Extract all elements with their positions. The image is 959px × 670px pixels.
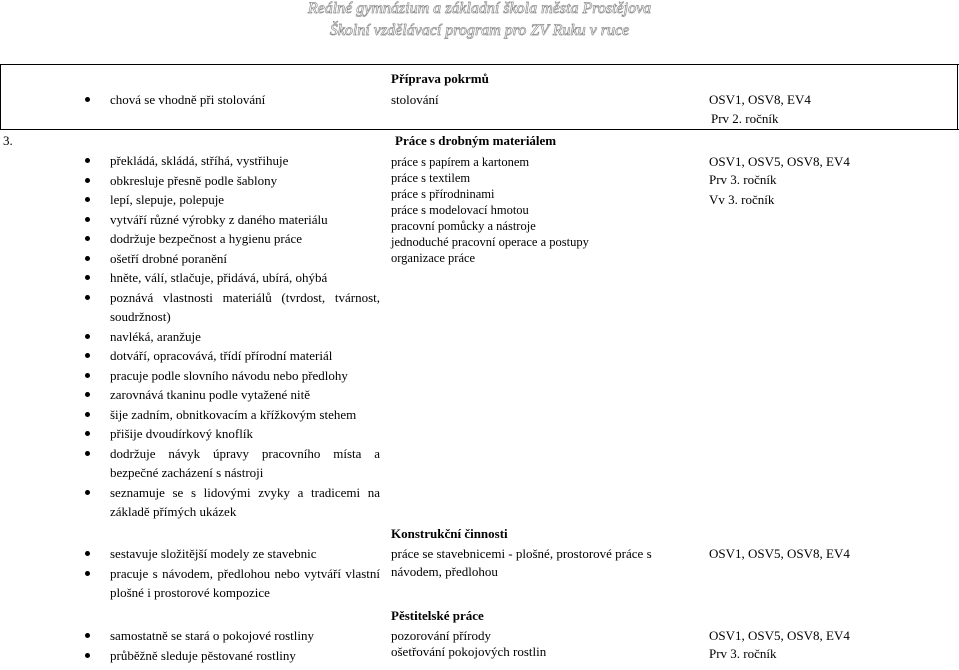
growing-outcomes — [82, 626, 380, 665]
bullet-icon — [85, 551, 90, 556]
list-item: samostatně se stará o pokojové rostliny — [82, 626, 380, 646]
section-title-growing: Pěstitelské práce — [391, 608, 484, 623]
bullet-icon — [85, 178, 90, 183]
construction-topic-1: práce se stavebnicemi - plošné, prostorové práce s — [391, 546, 652, 561]
list-item: zarovnává tkaninu podle vytažené nitě — [82, 385, 380, 405]
bullet-icon — [85, 236, 90, 241]
school-name-header: Reálné gymnázium a základní škola města Prostějova — [307, 0, 652, 17]
food-topic: stolování — [391, 92, 439, 107]
bullet-icon — [85, 633, 90, 638]
food-outcomes — [82, 90, 265, 110]
row-divider — [0, 129, 959, 130]
construction-topic-2: návodem, předlohou — [391, 564, 498, 579]
bullet-icon — [85, 490, 90, 495]
bullet-icon — [85, 97, 90, 102]
table-border-right — [957, 64, 958, 130]
list-item: dodržuje bezpečnost a hygienu práce — [82, 229, 380, 249]
bullet-icon — [85, 451, 90, 456]
section-number: 3. — [3, 133, 13, 148]
list-item: lepí, slepuje, polepuje — [82, 190, 380, 210]
growing-competence-1: OSV1, OSV5, OSV8, EV4 — [709, 628, 850, 643]
list-item: pracuje podle slovního návodu nebo předlohy — [82, 366, 380, 386]
bullet-icon — [85, 353, 90, 358]
bullet-icon — [85, 256, 90, 261]
food-competence-2: Prv 2. ročník — [711, 111, 779, 126]
section-title-food: Příprava pokrmů — [391, 71, 489, 86]
bullet-icon — [85, 275, 90, 280]
construction-competence: OSV1, OSV5, OSV8, EV4 — [709, 546, 850, 561]
small-competence-1: OSV1, OSV5, OSV8, EV4 — [709, 154, 850, 169]
list-item: šije zadním, obnitkovacím a křížkovým stehem — [82, 405, 380, 425]
section-title-construction: Konstrukční činnosti — [391, 526, 508, 541]
table-border-left — [0, 64, 1, 130]
list-item: dotváří, opracovává, třídí přírodní materiál — [82, 346, 380, 366]
table-border-top — [0, 64, 959, 65]
list-item: pracuje s návodem, předlohou nebo vytváří vlastní plošné i prostorové kompozice — [82, 564, 380, 603]
list-item: poznává vlastnosti materiálů (tvrdost, tvárnost, soudržnost) — [82, 288, 380, 327]
bullet-icon — [85, 295, 90, 300]
growing-topic-1: pozorování přírody — [391, 628, 492, 643]
topic-item: práce s textilem — [391, 171, 471, 185]
bullet-icon — [85, 158, 90, 163]
topic-item: organizace práce — [391, 251, 476, 265]
list-item: přišije dvoudírkový knoflík — [82, 424, 380, 444]
list-item: průběžně sleduje pěstované rostliny — [82, 646, 380, 666]
bullet-icon — [85, 334, 90, 339]
bullet-icon — [85, 373, 90, 378]
small-competence-3: Vv 3. ročník — [709, 192, 775, 207]
bullet-icon — [85, 392, 90, 397]
program-name-header: Školní vzdělávací program pro ZV Ruku v ruce — [329, 22, 630, 39]
construction-outcomes — [82, 544, 380, 603]
bullet-icon — [85, 571, 90, 576]
small-competence-2: Prv 3. ročník — [709, 172, 777, 187]
growing-topic-2: ošetřování pokojových rostlin — [391, 644, 547, 659]
topic-item: práce s přírodninami — [391, 187, 495, 201]
topic-item: pracovní pomůcky a nástroje — [391, 219, 536, 233]
food-competence-1: OSV1, OSV8, EV4 — [709, 92, 811, 107]
list-item: hněte, válí, stlačuje, přidává, ubírá, ohýbá — [82, 268, 380, 288]
list-item: vytváří různé výrobky z daného materiálu — [82, 210, 380, 230]
section-title-small-material: Práce s drobným materiálem — [395, 133, 557, 148]
bullet-icon — [85, 217, 90, 222]
list-item: sestavuje složitější modely ze stavebnic — [82, 544, 380, 564]
list-item: chová se vhodně při stolování — [82, 90, 265, 110]
bullet-icon — [85, 197, 90, 202]
bullet-icon — [85, 412, 90, 417]
list-item: seznamuje se s lidovými zvyky a tradicemi na základě přímých ukázek — [82, 483, 380, 522]
list-item: překládá, skládá, stříhá, vystřihuje — [82, 151, 380, 171]
topic-item: jednoduché pracovní operace a postupy — [391, 235, 589, 249]
bullet-icon — [85, 431, 90, 436]
list-item: navléká, aranžuje — [82, 327, 380, 347]
growing-competence-2: Prv 3. ročník — [709, 646, 777, 661]
topic-item: práce s modelovací hmotou — [391, 203, 529, 217]
topic-item: práce s papírem a kartonem — [391, 155, 530, 169]
list-item: ošetří drobné poranění — [82, 249, 380, 269]
small-material-topics — [391, 154, 589, 266]
list-item: dodržuje návyk úpravy pracovního místa a bezpečné zacházení s nástroji — [82, 444, 380, 483]
small-material-outcomes — [82, 151, 380, 522]
bullet-icon — [85, 653, 90, 658]
list-item: obkresluje přesně podle šablony — [82, 171, 380, 191]
